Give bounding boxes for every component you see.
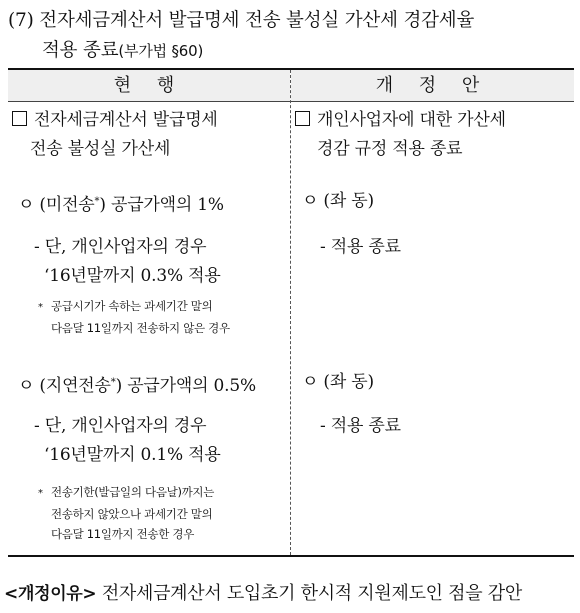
revised-item bbox=[295, 106, 506, 164]
current-item-line-1: 전자세금계산서 발급명세 bbox=[12, 106, 218, 135]
column-header-current: 현 행 bbox=[8, 70, 290, 102]
revised-bullet-1-sub: - 적용 종료 bbox=[320, 237, 401, 257]
section-heading bbox=[8, 6, 574, 66]
current-bullet-2-sub-line-1: - 단, 개인사업자의 경우 bbox=[34, 416, 207, 436]
law-reference: (부가법 §60) bbox=[118, 42, 204, 60]
current-bullet-2-sub-line-2: ‘16년말까지 0.1% 적용 bbox=[44, 445, 221, 465]
revised-item-line-1: 개인사업자에 대한 가산세 bbox=[295, 106, 506, 135]
current-bullet-1-sub-line-1: - 단, 개인사업자의 경우 bbox=[34, 237, 207, 257]
column-divider bbox=[290, 70, 291, 555]
footnote-2-line-3: 다음달 11일까지 전송한 경우 bbox=[51, 527, 194, 541]
revision-reason bbox=[4, 580, 580, 608]
current-bullet-1-sub bbox=[34, 233, 221, 291]
revised-bullet-2: ㅇ (좌 동) bbox=[302, 372, 374, 392]
footnote-2-line-1: * 전송기한(발급일의 다음날)까지는 bbox=[38, 485, 215, 499]
current-footnote-2 bbox=[38, 482, 214, 544]
current-item bbox=[12, 106, 218, 164]
comparison-table bbox=[8, 68, 574, 557]
checkbox-square-icon bbox=[295, 111, 310, 126]
revised-item-line-2: 경감 규정 적용 종료 bbox=[317, 139, 463, 159]
checkbox-square-icon bbox=[12, 111, 27, 126]
column-header-revised: 개 정 안 bbox=[291, 70, 574, 102]
heading-title-end: 적용 종료 bbox=[42, 40, 119, 61]
revision-reason-text: 전자세금계산서 도입초기 한시적 지원제도인 점을 감안 bbox=[101, 583, 522, 604]
current-bullet-1-sub-line-2: ‘16년말까지 0.3% 적용 bbox=[44, 266, 221, 286]
footnote-2-line-2: 전송하지 않았으나 과세기간 말의 bbox=[51, 507, 213, 521]
footnote-1-line-2: 다음달 11일까지 전송하지 않은 경우 bbox=[51, 321, 230, 335]
heading-line-1: (7) 전자세금계산서 발급명세 전송 불성실 가산세 경감세율 bbox=[8, 10, 475, 31]
current-bullet-2: ㅇ (지연전송*) 공급가액의 0.5% bbox=[18, 376, 256, 396]
revision-reason-label: <개정이유> bbox=[4, 584, 97, 604]
footnote-1-line-1: * 공급시기가 속하는 과세기간 말의 bbox=[38, 299, 213, 313]
current-footnote-1 bbox=[38, 296, 230, 338]
current-bullet-1: ㅇ (미전송*) 공급가액의 1% bbox=[18, 195, 224, 215]
current-bullet-2-sub bbox=[34, 412, 221, 470]
revised-bullet-2-sub: - 적용 종료 bbox=[320, 416, 401, 436]
heading-line-2 bbox=[8, 36, 574, 66]
revised-bullet-1: ㅇ (좌 동) bbox=[302, 191, 374, 211]
current-item-line-2: 전송 불성실 가산세 bbox=[30, 139, 171, 159]
